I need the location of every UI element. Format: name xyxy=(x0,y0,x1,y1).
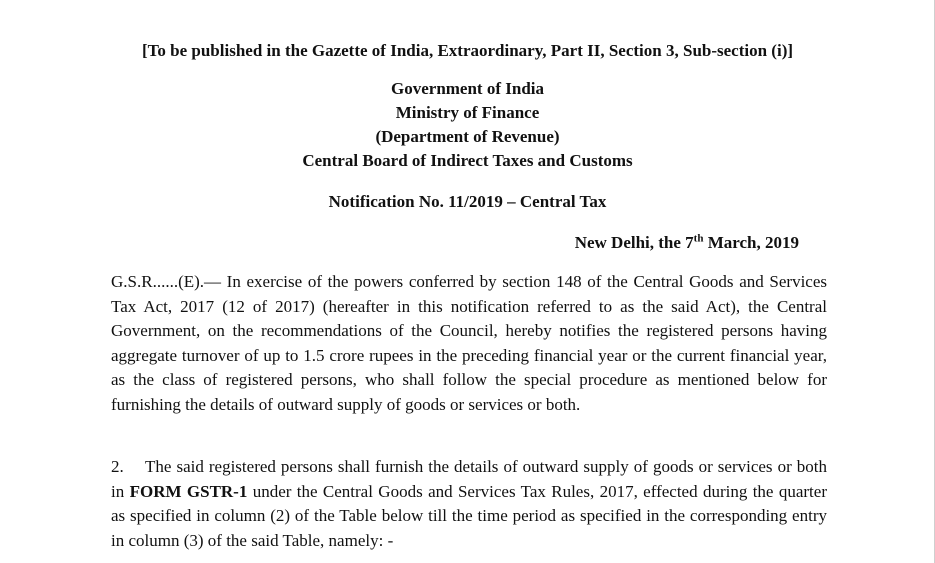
dateline-prefix: New Delhi, the 7 xyxy=(574,233,694,252)
ministry-name: Ministry of Finance xyxy=(395,103,540,122)
dateline-suffix: March, 2019 xyxy=(703,233,799,252)
dateline-ordinal: th xyxy=(693,232,704,245)
paragraph-1: G.S.R......(E).— In exercise of the powers conferred by section 148 of the Central Goods and Services Tax Act, 2017 (12 of 2017) (hereafter in this notification referred to as the said Act), the Central Government, on the recommendations of the Council, hereby notifies the registered persons having aggregate turnover of up to 1.5 crore rupees in the preceding financial year or the current financial year, as the class of registered persons, who shall follow the special procedure as mentioned below for furnishing the details of outward supply of goods or services or both. xyxy=(111,272,827,414)
paragraph-2-number: 2. xyxy=(111,457,124,476)
gazette-publication-line: [To be published in the Gazette of India, Extraordinary, Part II, Section 3, Sub-section (i)] xyxy=(141,41,794,60)
form-gstr-1-term: FORM GSTR-1 xyxy=(129,481,248,501)
notification-title: Notification No. 11/2019 – Central Tax xyxy=(328,192,607,211)
board-name: Central Board of Indirect Taxes and Customs xyxy=(302,151,633,170)
paragraph-2-text-before: The said registered persons shall furnish the details of outward supply of goods or services or both in xyxy=(111,457,827,501)
issuing-authority-header xyxy=(0,77,935,173)
department-name: (Department of Revenue) xyxy=(375,127,560,146)
paragraph-2 xyxy=(111,455,827,553)
government-name: Government of India xyxy=(391,79,544,98)
paragraph-2-text-after: under the Central Goods and Services Tax Rules, 2017, effected during the quarter as specified in column (2) of the Table below till the time period as specified in the corresponding entry in column (3) of the said Table, namely: - xyxy=(111,481,827,550)
dateline xyxy=(575,232,799,254)
